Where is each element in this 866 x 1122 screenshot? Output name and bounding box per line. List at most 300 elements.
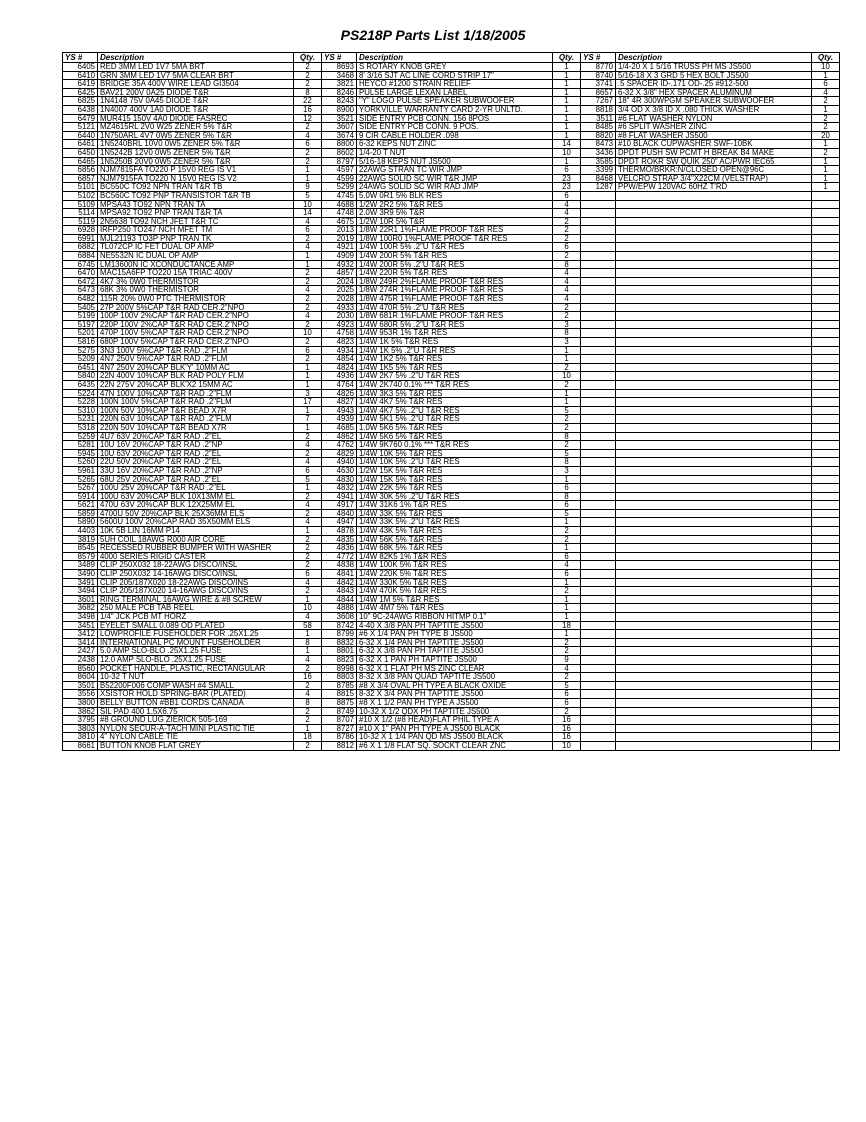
col2-description: 1.0W 5K6 5% T&R RES (357, 423, 553, 432)
col1-ys-number: 3803 (63, 724, 98, 733)
col2-quantity: 2 (553, 638, 581, 647)
col2-ys-number: 4844 (322, 595, 357, 604)
col1-description: MPSA92 TO92 PNP TRAN T&R TA (98, 209, 294, 218)
parts-table-body (63, 63, 840, 751)
table-row (63, 252, 840, 261)
table-row (63, 484, 840, 493)
col2-quantity: 3 (553, 320, 581, 329)
col3-description (616, 484, 812, 493)
col1-quantity: 16 (294, 673, 322, 682)
table-row (63, 406, 840, 415)
col1-ys-number: 8545 (63, 544, 98, 553)
col1-description: 3N3 100V 5%CAP T&R RAD .2"FLM (98, 346, 294, 355)
col3-description (616, 570, 812, 579)
col1-quantity: 6 (294, 346, 322, 355)
col2-ys-number: 8801 (322, 647, 357, 656)
col3-description (616, 509, 812, 518)
col2-description: 1/4W 1K5 5% T&R RES (357, 363, 553, 372)
col3-quantity: 2 (812, 123, 840, 132)
col2-ys-number: 4597 (322, 166, 357, 175)
col1-quantity: 4 (294, 217, 322, 226)
col1-quantity: 1 (294, 372, 322, 381)
col1-description: NJM7815FA TO220 P 15V0 REG IS V1 (98, 166, 294, 175)
col3-description (616, 389, 812, 398)
col3-description (616, 380, 812, 389)
table-row (63, 217, 840, 226)
table-row (63, 380, 840, 389)
col2-quantity: 16 (553, 716, 581, 725)
col2-quantity: 2 (553, 380, 581, 389)
table-row (63, 698, 840, 707)
col1-description: 22N 275V 20%CAP BLK'X2 15MM AC (98, 380, 294, 389)
col3-quantity (812, 655, 840, 664)
table-row (63, 690, 840, 699)
col3-ys-number (581, 295, 616, 304)
col3-quantity (812, 690, 840, 699)
col2-desc-header: Description (357, 53, 553, 63)
col1-description: 1N5250B 20V0 0W5 ZENER 5% T&R (98, 157, 294, 166)
col3-ys-number (581, 355, 616, 364)
col2-quantity: 2 (553, 527, 581, 536)
col2-description: 1/4W 4M7 5% T&R RES (357, 604, 553, 613)
col3-quantity: 1 (812, 183, 840, 192)
col3-quantity (812, 329, 840, 338)
col1-description: LOWPROFILE FUSEHOLDER FOR .25X1.25 (98, 630, 294, 639)
col3-ys-number (581, 492, 616, 501)
col2-ys-number: 4943 (322, 406, 357, 415)
col3-ys-number (581, 509, 616, 518)
col1-ys-number: 6472 (63, 277, 98, 286)
col1-ys-number: 6405 (63, 63, 98, 72)
col1-quantity: 14 (294, 209, 322, 218)
col1-description: 4700U 50V 20%CAP BLK 25X36MM ELS (98, 509, 294, 518)
table-row (63, 80, 840, 89)
col3-quantity (812, 681, 840, 690)
table-row (63, 174, 840, 183)
col3-description (616, 243, 812, 252)
col1-quantity: 22 (294, 97, 322, 106)
col1-ys-number: 6435 (63, 380, 98, 389)
col1-description: NJM7915FA TO220 N 15V0 REG IS V2 (98, 174, 294, 183)
col1-description: 220N 63V 10%CAP T&R RAD .2"FLM (98, 415, 294, 424)
col1-description: 4" NYLON CABLE TIE (98, 733, 294, 742)
col3-description (616, 664, 812, 673)
col2-description: "Y" LOGO PULSE SPEAKER SUBWOOFER (357, 97, 553, 106)
table-row (63, 604, 840, 613)
col2-ys-number: 3821 (322, 80, 357, 89)
col2-description: 22AWG SOLID SC WIR T&R JMP (357, 174, 553, 183)
col2-description: 1/4W 1K 5% T&R RES (357, 338, 553, 347)
col3-quantity: 10 (812, 63, 840, 72)
col3-ys-number (581, 372, 616, 381)
col3-desc-header: Description (616, 53, 812, 63)
col1-quantity: 1 (294, 595, 322, 604)
col2-quantity: 5 (553, 406, 581, 415)
table-row (63, 234, 840, 243)
col1-quantity: 2 (294, 80, 322, 89)
col1-quantity: 5 (294, 191, 322, 200)
col1-ys-header: YS # (63, 53, 98, 63)
col2-quantity: 6 (553, 166, 581, 175)
col3-ys-number (581, 320, 616, 329)
col1-description: CLIP 205/187X020 18-22AWG DISCO/INS (98, 578, 294, 587)
col2-ys-number: 8742 (322, 621, 357, 630)
col2-quantity: 1 (553, 80, 581, 89)
col3-description (616, 320, 812, 329)
col3-description (616, 209, 812, 218)
col2-quantity: 1 (553, 114, 581, 123)
col3-ys-number (581, 544, 616, 553)
col2-ys-number: 4630 (322, 466, 357, 475)
col1-quantity: 8 (294, 698, 322, 707)
col2-description: 1/8W 249R 2%FLAME PROOF T&R RES (357, 277, 553, 286)
col1-quantity: 6 (294, 570, 322, 579)
col3-ys-number (581, 269, 616, 278)
col3-ys-number (581, 484, 616, 493)
col3-ys-number (581, 638, 616, 647)
col1-ys-number: 8661 (63, 741, 98, 750)
col2-description: #8 X 3/4 OVAL PH TYPE A BLACK OXIDE (357, 681, 553, 690)
col1-ys-number: 3412 (63, 630, 98, 639)
col3-quantity: 20 (812, 131, 840, 140)
col2-quantity: 1 (553, 346, 581, 355)
col2-description: 1/4W 5K1 5% .2"U T&R RES (357, 415, 553, 424)
col3-description: THERMO/BRKR:N/CLOSED OPEN@96C (616, 166, 812, 175)
col3-ys-number (581, 209, 616, 218)
col3-description (616, 449, 812, 458)
col2-ys-number: 4841 (322, 570, 357, 579)
table-row (63, 509, 840, 518)
col3-ys-number (581, 458, 616, 467)
col1-ys-number: 6425 (63, 88, 98, 97)
table-row (63, 655, 840, 664)
col1-ys-number: 3491 (63, 578, 98, 587)
col3-ys-number: 3741 (581, 80, 616, 89)
col1-quantity: 2 (294, 303, 322, 312)
col1-quantity: 2 (294, 63, 322, 72)
col2-quantity: 1 (553, 97, 581, 106)
col3-quantity (812, 595, 840, 604)
col3-ys-number (581, 698, 616, 707)
col3-description (616, 655, 812, 664)
col1-description: 100U 63V 20%CAP BLK 10X13MM EL (98, 492, 294, 501)
col1-ys-number: 6470 (63, 269, 98, 278)
col1-description: 5.0 AMP SLO-BLO .25X1.25 FUSE (98, 647, 294, 656)
col2-description: 1/2W 10R 5% T&R (357, 217, 553, 226)
col2-ys-number: 4933 (322, 303, 357, 312)
col2-quantity: 8 (553, 329, 581, 338)
col1-ys-number: 6461 (63, 140, 98, 149)
col2-description: 1/8W 681R 1%FLAME PROOF T&R RES (357, 312, 553, 321)
col1-quantity: 2 (294, 681, 322, 690)
col1-quantity: 2 (294, 123, 322, 132)
col3-description (616, 621, 812, 630)
col2-description: 1/4W 100K 5% T&R RES (357, 561, 553, 570)
col1-ys-number: 6884 (63, 252, 98, 261)
col2-qty-header: Qty. (553, 53, 581, 63)
col3-description (616, 535, 812, 544)
col3-ys-number (581, 690, 616, 699)
col3-description (616, 716, 812, 725)
col1-ys-number: 5914 (63, 492, 98, 501)
col1-ys-number: 3795 (63, 716, 98, 725)
col3-ys-number (581, 552, 616, 561)
col1-desc-header: Description (98, 53, 294, 63)
col2-quantity: 6 (553, 690, 581, 699)
col2-quantity: 4 (553, 286, 581, 295)
col3-description (616, 441, 812, 450)
col3-ys-number: 3585 (581, 157, 616, 166)
col1-ys-number: 8560 (63, 664, 98, 673)
col2-description: 5/16-18 KEPS NUT JS500 (357, 157, 553, 166)
col2-quantity: 6 (553, 484, 581, 493)
table-row (63, 423, 840, 432)
col1-ys-number: 3810 (63, 733, 98, 742)
col2-description: S ROTARY KNOB GREY (357, 63, 553, 72)
table-row (63, 363, 840, 372)
col2-ys-number: 4758 (322, 329, 357, 338)
table-row (63, 320, 840, 329)
col3-quantity (812, 209, 840, 218)
col1-description: MUR415 150V 4A0 DIODE FASREC (98, 114, 294, 123)
col1-quantity: 4 (294, 655, 322, 664)
col3-quantity: 2 (812, 148, 840, 157)
col2-description: 24AWG SOLID SC WIR RAD JMP (357, 183, 553, 192)
col3-description (616, 329, 812, 338)
col3-ys-number (581, 655, 616, 664)
col2-quantity: 2 (553, 707, 581, 716)
col2-ys-number: 8727 (322, 724, 357, 733)
col1-quantity: 2 (294, 295, 322, 304)
col2-quantity: 6 (553, 570, 581, 579)
col3-quantity (812, 527, 840, 536)
col2-quantity: 1 (553, 518, 581, 527)
col2-description: 1/4W 330K 5% T&R RES (357, 578, 553, 587)
col3-quantity (812, 466, 840, 475)
col2-quantity: 4 (553, 664, 581, 673)
col1-ys-number: 6450 (63, 148, 98, 157)
col1-ys-number: 6410 (63, 71, 98, 80)
col2-ys-number: 4909 (322, 252, 357, 261)
col3-description (616, 552, 812, 561)
col1-ys-number: 3490 (63, 570, 98, 579)
col3-ys-number (581, 191, 616, 200)
table-row (63, 561, 840, 570)
table-row (63, 398, 840, 407)
col2-description: 1/4W 200R 5% .2"U T&R RES (357, 260, 553, 269)
col2-description: 1/4W 200R 5% T&R RES (357, 252, 553, 261)
col2-description: 10-32 X 1/2 QDX PH TAPTITE JS500 (357, 707, 553, 716)
col1-description: BELLY BUTTON #BB1 CORDS CANADA (98, 698, 294, 707)
col1-quantity: 4 (294, 286, 322, 295)
col2-quantity: 6 (553, 191, 581, 200)
col3-description (616, 295, 812, 304)
col3-ys-number (581, 329, 616, 338)
col1-quantity: 6 (294, 140, 322, 149)
col2-quantity: 2 (553, 303, 581, 312)
col2-description: 8-32 X 3/4 PAN PH TAPTITE JS500 (357, 690, 553, 699)
col2-ys-number: 4878 (322, 527, 357, 536)
col2-ys-number: 4843 (322, 587, 357, 596)
col2-ys-number: 4854 (322, 355, 357, 364)
col2-quantity: 2 (553, 587, 581, 596)
page-title: PS218P Parts List 1/18/2005 (340, 27, 526, 43)
col3-quantity (812, 492, 840, 501)
col3-description (616, 458, 812, 467)
col1-ys-number: 5859 (63, 509, 98, 518)
col3-description (616, 518, 812, 527)
col2-description: 6-32 X 3/8 PAN PH TAPTITE JS500 (357, 647, 553, 656)
col1-ys-number: 5318 (63, 423, 98, 432)
col2-description: #10 X 1" PAN PH TYPE A JS500 BLACK (357, 724, 553, 733)
col1-description: CLIP 250X032 18-22AWG DISCO/INSL (98, 561, 294, 570)
col2-description: 1/4W 1M 5% T&R RES (357, 595, 553, 604)
col2-quantity: 2 (553, 415, 581, 424)
col3-quantity (812, 587, 840, 596)
col1-ys-number: 4403 (63, 527, 98, 536)
col3-quantity (812, 226, 840, 235)
col2-description: YORKVILLE WARRANTY CARD 2-YR UNLTD. (357, 105, 553, 114)
col3-ys-number (581, 604, 616, 613)
col2-description: 6-32 X 1 PAN PH TAPTITE JS500 (357, 655, 553, 664)
col1-description: CLIP 250X032 14-16AWG DISCO/INSL (98, 570, 294, 579)
col3-quantity (812, 372, 840, 381)
col2-description: 1/4W 82K5 1% T&R RES (357, 552, 553, 561)
table-row (63, 295, 840, 304)
table-row (63, 621, 840, 630)
col3-ys-number (581, 724, 616, 733)
col3-ys-number (581, 260, 616, 269)
col3-description (616, 630, 812, 639)
col2-description: 1/4W 4K7 5% T&R RES (357, 398, 553, 407)
col3-quantity (812, 355, 840, 364)
col3-quantity (812, 501, 840, 510)
col3-ys-number (581, 561, 616, 570)
col3-quantity (812, 398, 840, 407)
col3-ys-number (581, 595, 616, 604)
col2-ys-number: 4939 (322, 415, 357, 424)
col3-description (616, 501, 812, 510)
col3-description: DPDT PUSH SW PCMT H BREAK B4 MAKE (616, 148, 812, 157)
col1-quantity: 2 (294, 148, 322, 157)
col1-quantity: 1 (294, 724, 322, 733)
col2-ys-number: 8786 (322, 733, 357, 742)
col1-ys-number: 6928 (63, 226, 98, 235)
col2-description: 1/4W 9K760 0.1% *** T&R RES (357, 441, 553, 450)
col3-quantity (812, 449, 840, 458)
table-row (63, 346, 840, 355)
col1-quantity: 17 (294, 398, 322, 407)
table-row (63, 243, 840, 252)
col2-ys-number: 3468 (322, 71, 357, 80)
col1-description: LM13600N IC XCONDUCTANCE AMP (98, 260, 294, 269)
col1-ys-number: 5121 (63, 123, 98, 132)
col3-description: #6 FLAT WASHER NYLON (616, 114, 812, 123)
col1-ys-number: 3451 (63, 621, 98, 630)
col3-description (616, 690, 812, 699)
col2-quantity: 1 (553, 71, 581, 80)
col1-description: 10U 63V 20%CAP T&R RAD .2"EL (98, 449, 294, 458)
col2-ys-number: 4923 (322, 320, 357, 329)
col2-description: 1/4W 1K2 5% T&R RES (357, 355, 553, 364)
table-row (63, 260, 840, 269)
col3-quantity (812, 320, 840, 329)
col2-ys-number: 4835 (322, 535, 357, 544)
col1-quantity: 4 (294, 441, 322, 450)
col1-description: BC550C TO92 NPN TRAN T&R TB (98, 183, 294, 192)
table-row (63, 741, 840, 750)
col3-description (616, 269, 812, 278)
col3-ys-number (581, 234, 616, 243)
col3-description (616, 372, 812, 381)
col2-ys-number: 8693 (322, 63, 357, 72)
col1-description: EYELET SMALL 0.089 OD PLATED (98, 621, 294, 630)
col3-quantity (812, 406, 840, 415)
col1-quantity: 8 (294, 638, 322, 647)
col2-ys-header: YS # (322, 53, 357, 63)
col3-ys-number: 7267 (581, 97, 616, 106)
col1-ys-number: 6465 (63, 157, 98, 166)
table-row (63, 63, 840, 72)
col3-quantity (812, 269, 840, 278)
col1-description: NYLON SECUR-A-TACH MINI PLASTIC TIE (98, 724, 294, 733)
col3-quantity (812, 458, 840, 467)
col1-quantity: 10 (294, 329, 322, 338)
col1-quantity: 4 (294, 613, 322, 622)
col1-quantity: 7 (294, 415, 322, 424)
table-row (63, 595, 840, 604)
col1-ys-number: 5840 (63, 372, 98, 381)
col3-quantity: 6 (812, 80, 840, 89)
table-row (63, 415, 840, 424)
col2-description: 1/8W 475R 1%FLAME PROOF T&R RES (357, 295, 553, 304)
col2-ys-number: 4840 (322, 509, 357, 518)
col1-ys-number: 5405 (63, 303, 98, 312)
col3-quantity (812, 664, 840, 673)
col1-ys-number: 6991 (63, 234, 98, 243)
col1-ys-number: 3556 (63, 690, 98, 699)
col1-ys-number: 5119 (63, 217, 98, 226)
parts-table (62, 52, 840, 751)
col2-ys-number: 8749 (322, 707, 357, 716)
col1-description: POCKET HANDLE, PLASTIC, RECTANGULAR (98, 664, 294, 673)
col1-description: 10-32 T NUT (98, 673, 294, 682)
col1-description: CLIP 205/187X020 14-16AWG DISCO/INS (98, 587, 294, 596)
col1-quantity: 18 (294, 733, 322, 742)
col3-ys-number (581, 398, 616, 407)
col2-quantity: 1 (553, 544, 581, 553)
col1-quantity: 2 (294, 277, 322, 286)
col2-description: #8 X 1 1/2 PAN PH TYPE A JS500 (357, 698, 553, 707)
col2-quantity: 2 (553, 647, 581, 656)
col3-ys-number (581, 363, 616, 372)
col2-quantity: 10 (553, 372, 581, 381)
col3-quantity: 2 (812, 114, 840, 123)
col3-quantity (812, 312, 840, 321)
col1-description: 100N 50V 10%CAP T&R BEAD X7R (98, 406, 294, 415)
col2-ys-number: 8815 (322, 690, 357, 699)
col3-ys-number (581, 673, 616, 682)
col1-quantity: 2 (294, 664, 322, 673)
table-row (63, 544, 840, 553)
col3-description (616, 587, 812, 596)
col2-description: SIDE ENTRY PCB CONN. 9 POS. (357, 123, 553, 132)
col2-description: 1/4-20 T NUT (357, 148, 553, 157)
col1-ys-number: 6440 (63, 131, 98, 140)
col2-quantity: 1 (553, 595, 581, 604)
col1-quantity: 12 (294, 114, 322, 123)
col2-ys-number: 4748 (322, 209, 357, 218)
